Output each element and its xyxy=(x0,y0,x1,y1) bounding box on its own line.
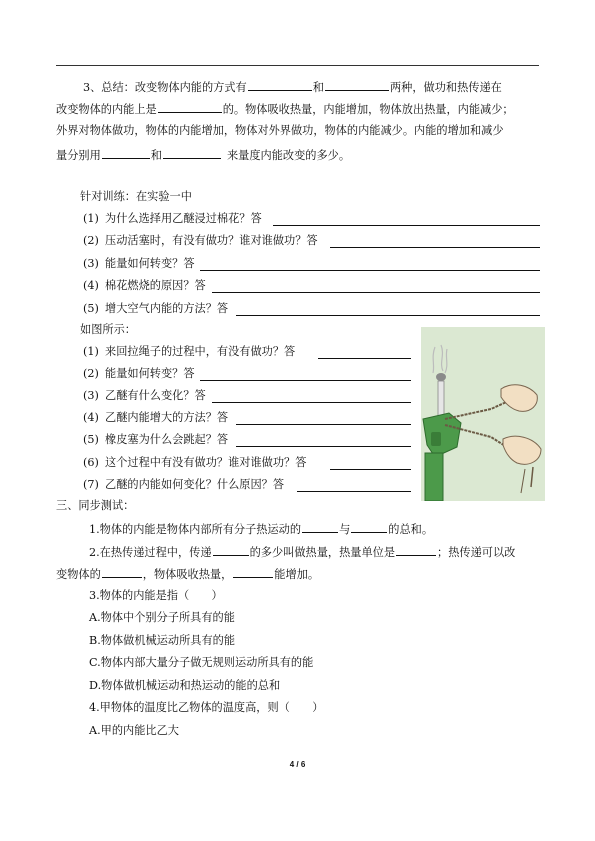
figure-heading: 如图所示： xyxy=(80,323,136,336)
header-rule xyxy=(56,65,539,66)
training-item xyxy=(83,257,195,271)
answer-line[interactable] xyxy=(273,225,540,226)
option-b[interactable]: B.物体做机械运动所具有的能 xyxy=(89,634,236,647)
answer-blank[interactable] xyxy=(351,521,387,533)
item-number: (2) xyxy=(83,234,99,247)
question-text: 能增加。 xyxy=(274,568,320,581)
question-text: 与 xyxy=(339,523,351,536)
summary-text: 和 xyxy=(312,81,324,94)
answer-blank[interactable] xyxy=(396,544,436,556)
answer-line[interactable] xyxy=(236,424,411,425)
item-text: 乙醚的内能如何变化？什么原因？答 xyxy=(105,478,285,491)
question-3: 3.物体的内能是指（ ） xyxy=(89,589,223,602)
item-number: (7) xyxy=(83,478,99,491)
figure-item xyxy=(83,456,306,470)
item-text: 乙醚有什么变化？答 xyxy=(105,389,206,402)
item-number: (2) xyxy=(83,367,99,380)
item-text: 能量如何转变？答 xyxy=(105,257,195,270)
item-number: (1) xyxy=(83,345,99,358)
answer-line[interactable] xyxy=(318,358,411,359)
item-text: 棉花燃烧的原因？答 xyxy=(105,279,206,292)
answer-blank[interactable] xyxy=(102,566,142,578)
item-number: (5) xyxy=(83,433,99,446)
training-heading: 针对训练：在实验一中 xyxy=(80,190,192,203)
answer-line[interactable] xyxy=(330,469,411,470)
question-1 xyxy=(89,521,433,537)
item-number: (4) xyxy=(83,279,99,292)
answer-blank[interactable] xyxy=(163,147,221,159)
item-text: 增大空气内能的方法？答 xyxy=(105,302,229,315)
answer-line[interactable] xyxy=(212,402,411,403)
answer-blank[interactable] xyxy=(102,147,150,159)
question-text: 的多少叫做热量，热量单位是 xyxy=(249,546,396,559)
answer-blank[interactable] xyxy=(213,544,249,556)
item-text: 橡皮塞为什么会跳起？答 xyxy=(105,433,229,446)
figure-item xyxy=(83,433,228,447)
question-2-line-1 xyxy=(89,544,515,560)
item-number: (4) xyxy=(83,411,99,424)
answer-line[interactable] xyxy=(236,315,540,316)
answer-line[interactable] xyxy=(236,446,411,447)
item-text: 这个过程中有没有做功？谁对谁做功？答 xyxy=(105,456,307,469)
answer-line[interactable] xyxy=(200,380,411,381)
training-item xyxy=(83,279,206,293)
item-number: (3) xyxy=(83,257,99,270)
question-4: 4.甲物体的温度比乙物体的温度高，则（ ） xyxy=(89,701,324,714)
question-text: ，物体吸收热量， xyxy=(142,568,233,581)
item-number: (6) xyxy=(83,456,99,469)
item-text: 乙醚内能增大的方法？答 xyxy=(105,411,229,424)
rope-friction-tube-illustration xyxy=(421,327,545,501)
option-c[interactable]: C.物体内部大量分子做无规则运动所具有的能 xyxy=(89,656,314,669)
option-d[interactable]: D.物体做机械运动和热运动的能的总和 xyxy=(89,679,281,692)
answer-blank[interactable] xyxy=(158,101,222,113)
item-number: (3) xyxy=(83,389,99,402)
item-number: (5) xyxy=(83,302,99,315)
answer-line[interactable] xyxy=(212,292,540,293)
summary-text: 改变物体的内能上是 xyxy=(56,103,157,116)
figure-item xyxy=(83,345,295,359)
page-number: 4 / 6 xyxy=(289,760,306,769)
experiment-figure xyxy=(421,327,545,501)
question-text: 的总和。 xyxy=(388,523,434,536)
summary-line-4 xyxy=(56,147,350,163)
answer-blank[interactable] xyxy=(248,79,312,91)
item-text: 压动活塞时，有没有做功？谁对谁做功？答 xyxy=(105,234,318,247)
question-text: 1.物体的内能是物体内部所有分子热运动的 xyxy=(89,523,302,536)
training-item xyxy=(83,234,318,248)
summary-text: 和 xyxy=(150,149,162,162)
summary-line-1 xyxy=(83,79,502,95)
training-item xyxy=(83,302,228,316)
question-2-line-2 xyxy=(56,566,319,582)
figure-item xyxy=(83,411,228,425)
item-text: 能量如何转变？答 xyxy=(105,367,195,380)
answer-blank[interactable] xyxy=(325,79,389,91)
figure-item xyxy=(83,367,195,381)
question-text: ；热传递可以改 xyxy=(437,546,516,559)
summary-text: 3、总结：改变物体内能的方式有 xyxy=(83,81,247,94)
question-text: 变物体的 xyxy=(56,568,101,581)
figure-item xyxy=(83,389,206,403)
training-item xyxy=(83,212,262,226)
summary-text: 两种，做功和热传递在 xyxy=(389,81,502,94)
summary-line-3: 外界对物体做功，物体的内能增加，物体对外界做功，物体的内能减少。内能的增加和减少 xyxy=(56,124,504,137)
item-number: (1) xyxy=(83,212,99,225)
summary-text: 来量度内能改变的多少。 xyxy=(226,149,351,162)
section-heading: 三、同步测试： xyxy=(56,499,135,512)
answer-line[interactable] xyxy=(330,247,540,248)
answer-line[interactable] xyxy=(297,491,411,492)
answer-line[interactable] xyxy=(200,270,540,271)
item-text: 来回拉绳子的过程中，有没有做功？答 xyxy=(105,345,296,358)
option-a[interactable]: A.甲的内能比乙大 xyxy=(89,724,179,737)
option-a[interactable]: A.物体中个别分子所具有的能 xyxy=(89,611,235,624)
figure-item xyxy=(83,478,284,492)
summary-line-2 xyxy=(56,101,514,117)
answer-blank[interactable] xyxy=(302,521,338,533)
question-text: 2.在热传递过程中，传递 xyxy=(89,546,212,559)
summary-text: 的。物体吸收热量，内能增加，物体放出热量，内能减少； xyxy=(222,103,514,116)
summary-text: 量分别用 xyxy=(56,149,101,162)
answer-blank[interactable] xyxy=(233,566,273,578)
item-text: 为什么选择用乙醚浸过棉花？答 xyxy=(105,212,262,225)
